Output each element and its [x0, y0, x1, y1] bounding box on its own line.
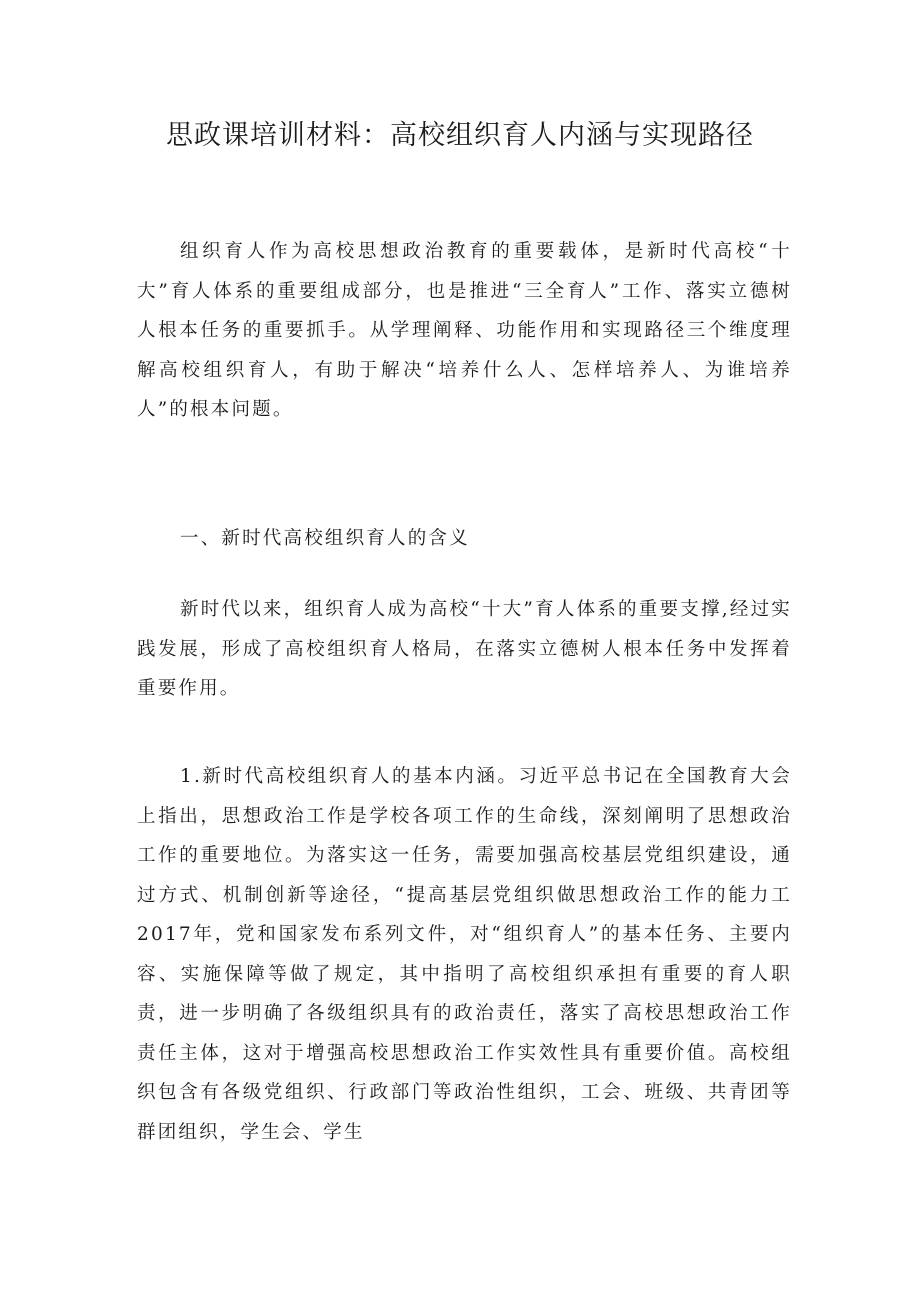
document-title: 思政课培训材料：高校组织育人内涵与实现路径: [166, 120, 754, 151]
section-heading: 一、新时代高校组织育人的含义: [180, 528, 470, 549]
intro-paragraph: 组织育人作为高校思想政治教育的重要载体，是新时代高校“十大”育人体系的重要组成部分，也是推进“三全育人”工作、落实立德树人根本任务的重要抓手。从学理阐释、功能作用和实现路径三个维度理解高校组织育人，有助于解决“培养什么人、怎样培养人、为谁培养人”的根本问题。: [137, 241, 792, 420]
section-paragraph: 新时代以来，组织育人成为高校“十大”育人体系的重要支撑,经过实践发展，形成了高校组织育人格局，在落实立德树人根本任务中发挥着重要作用。: [137, 599, 792, 699]
body-paragraph: 1.新时代高校组织育人的基本内涵。习近平总书记在全国教育大会上指出，思想政治工作是学校各项工作的生命线，深刻阐明了思想政治工作的重要地位。为落实这一任务，需要加强高校基层党组织建设，通过方式、机制创新等途径，“提高基层党组织做思想政治工作的能力工2017年，党和国家发布系列文件，对“组织育人”的基本任务、主要内容、实施保障等做了规定，其中指明了高校组织承担有重要的育人职责，进一步明确了各级组织具有的政治责任，落实了高校思想政治工作责任主体，这对于增强高校思想政治工作实效性具有重要价值。高校组织包含有各级党组织、行政部门等政治性组织，工会、班级、共青团等群团组织，学生会、学生: [137, 766, 792, 1143]
